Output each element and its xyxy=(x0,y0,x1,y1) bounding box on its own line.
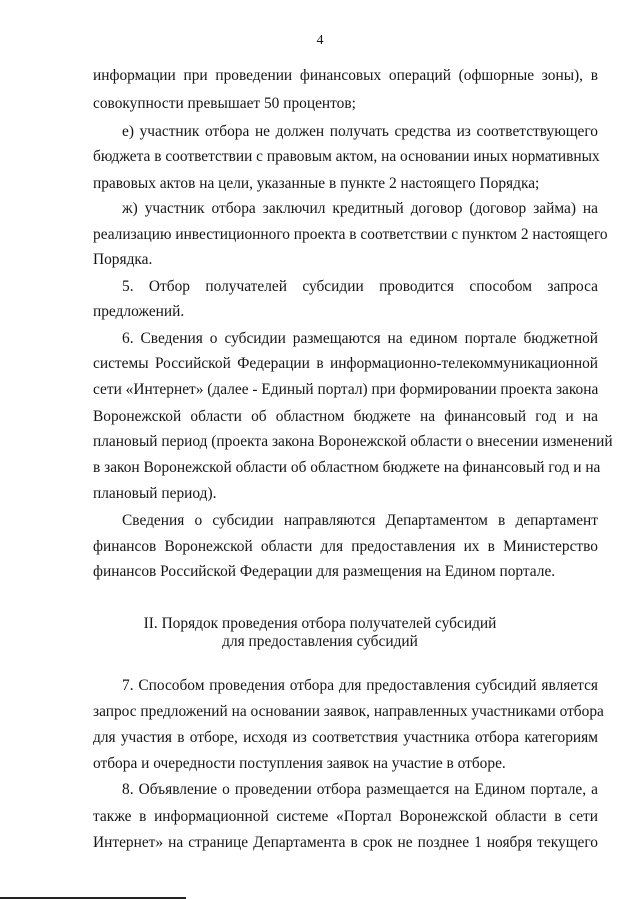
text-line: 5. Отбор получателей субсидии проводится способом запроса xyxy=(122,278,598,295)
text-line: плановый период (проекта закона Воронежской области о внесении изменений xyxy=(93,433,613,450)
text-line: правовых актов на цели, указанные в пункте 2 настоящего Порядка; xyxy=(93,175,540,192)
text-line: сети «Интернет» (далее - Единый портал) при формировании проекта закона xyxy=(93,381,599,398)
text-line: финансов Воронежской области для предоставления их в Министерство xyxy=(93,538,598,555)
text-line: совокупности превышает 50 процентов; xyxy=(93,95,356,112)
text-line: Интернет» на странице Департамента в срок не позднее 1 ноября текущего xyxy=(93,834,598,851)
text-line: Сведения о субсидии направляются Департаментом в департамент xyxy=(122,512,598,529)
text-line: информации при проведении финансовых операций (офшорные зоны), в xyxy=(93,67,598,84)
text-line: реализацию инвестиционного проекта в соответствии с пунктом 2 настоящего xyxy=(93,226,608,243)
text-line: Воронежской области об областном бюджете на финансовый год и на xyxy=(93,408,598,425)
text-line: также в информационной системе «Портал Воронежской области в сети xyxy=(93,808,598,825)
text-line: бюджета в соответствии с правовым актом, на основании иных нормативных xyxy=(93,148,600,165)
section-heading: для предоставления субсидий xyxy=(222,633,418,650)
page-number: 4 xyxy=(316,33,324,48)
section-heading: II. Порядок проведения отбора получателей субсидий xyxy=(143,615,497,632)
text-line: е) участник отбора не должен получать средства из соответствующего xyxy=(122,123,598,140)
text-line: плановый период). xyxy=(93,485,217,502)
text-line: в закон Воронежской области об областном бюджете на финансовый год и на xyxy=(93,459,601,476)
text-line: системы Российской Федерации в информационно-телекоммуникационной xyxy=(93,355,598,372)
text-line: для участия в отборе, исходя из соответствия участника отбора категориям xyxy=(93,729,598,746)
text-line: финансов Российской Федерации для размещения на Едином портале. xyxy=(93,563,556,580)
text-line: запрос предложений на основании заявок, направленных участниками отбора xyxy=(93,703,604,720)
text-line: отбора и очередности поступления заявок на участие в отборе. xyxy=(93,755,506,772)
footer-rule xyxy=(0,897,186,899)
text-line: 7. Способом проведения отбора для предоставления субсидий является xyxy=(122,677,598,694)
text-line: 6. Сведения о субсидии размещаются на едином портале бюджетной xyxy=(122,330,598,347)
text-line: предложений. xyxy=(93,303,185,320)
text-line: Порядка. xyxy=(93,251,153,268)
text-line: ж) участник отбора заключил кредитный договор (договор займа) на xyxy=(122,200,598,217)
text-line: 8. Объявление о проведении отбора размещается на Едином портале, а xyxy=(122,781,598,798)
